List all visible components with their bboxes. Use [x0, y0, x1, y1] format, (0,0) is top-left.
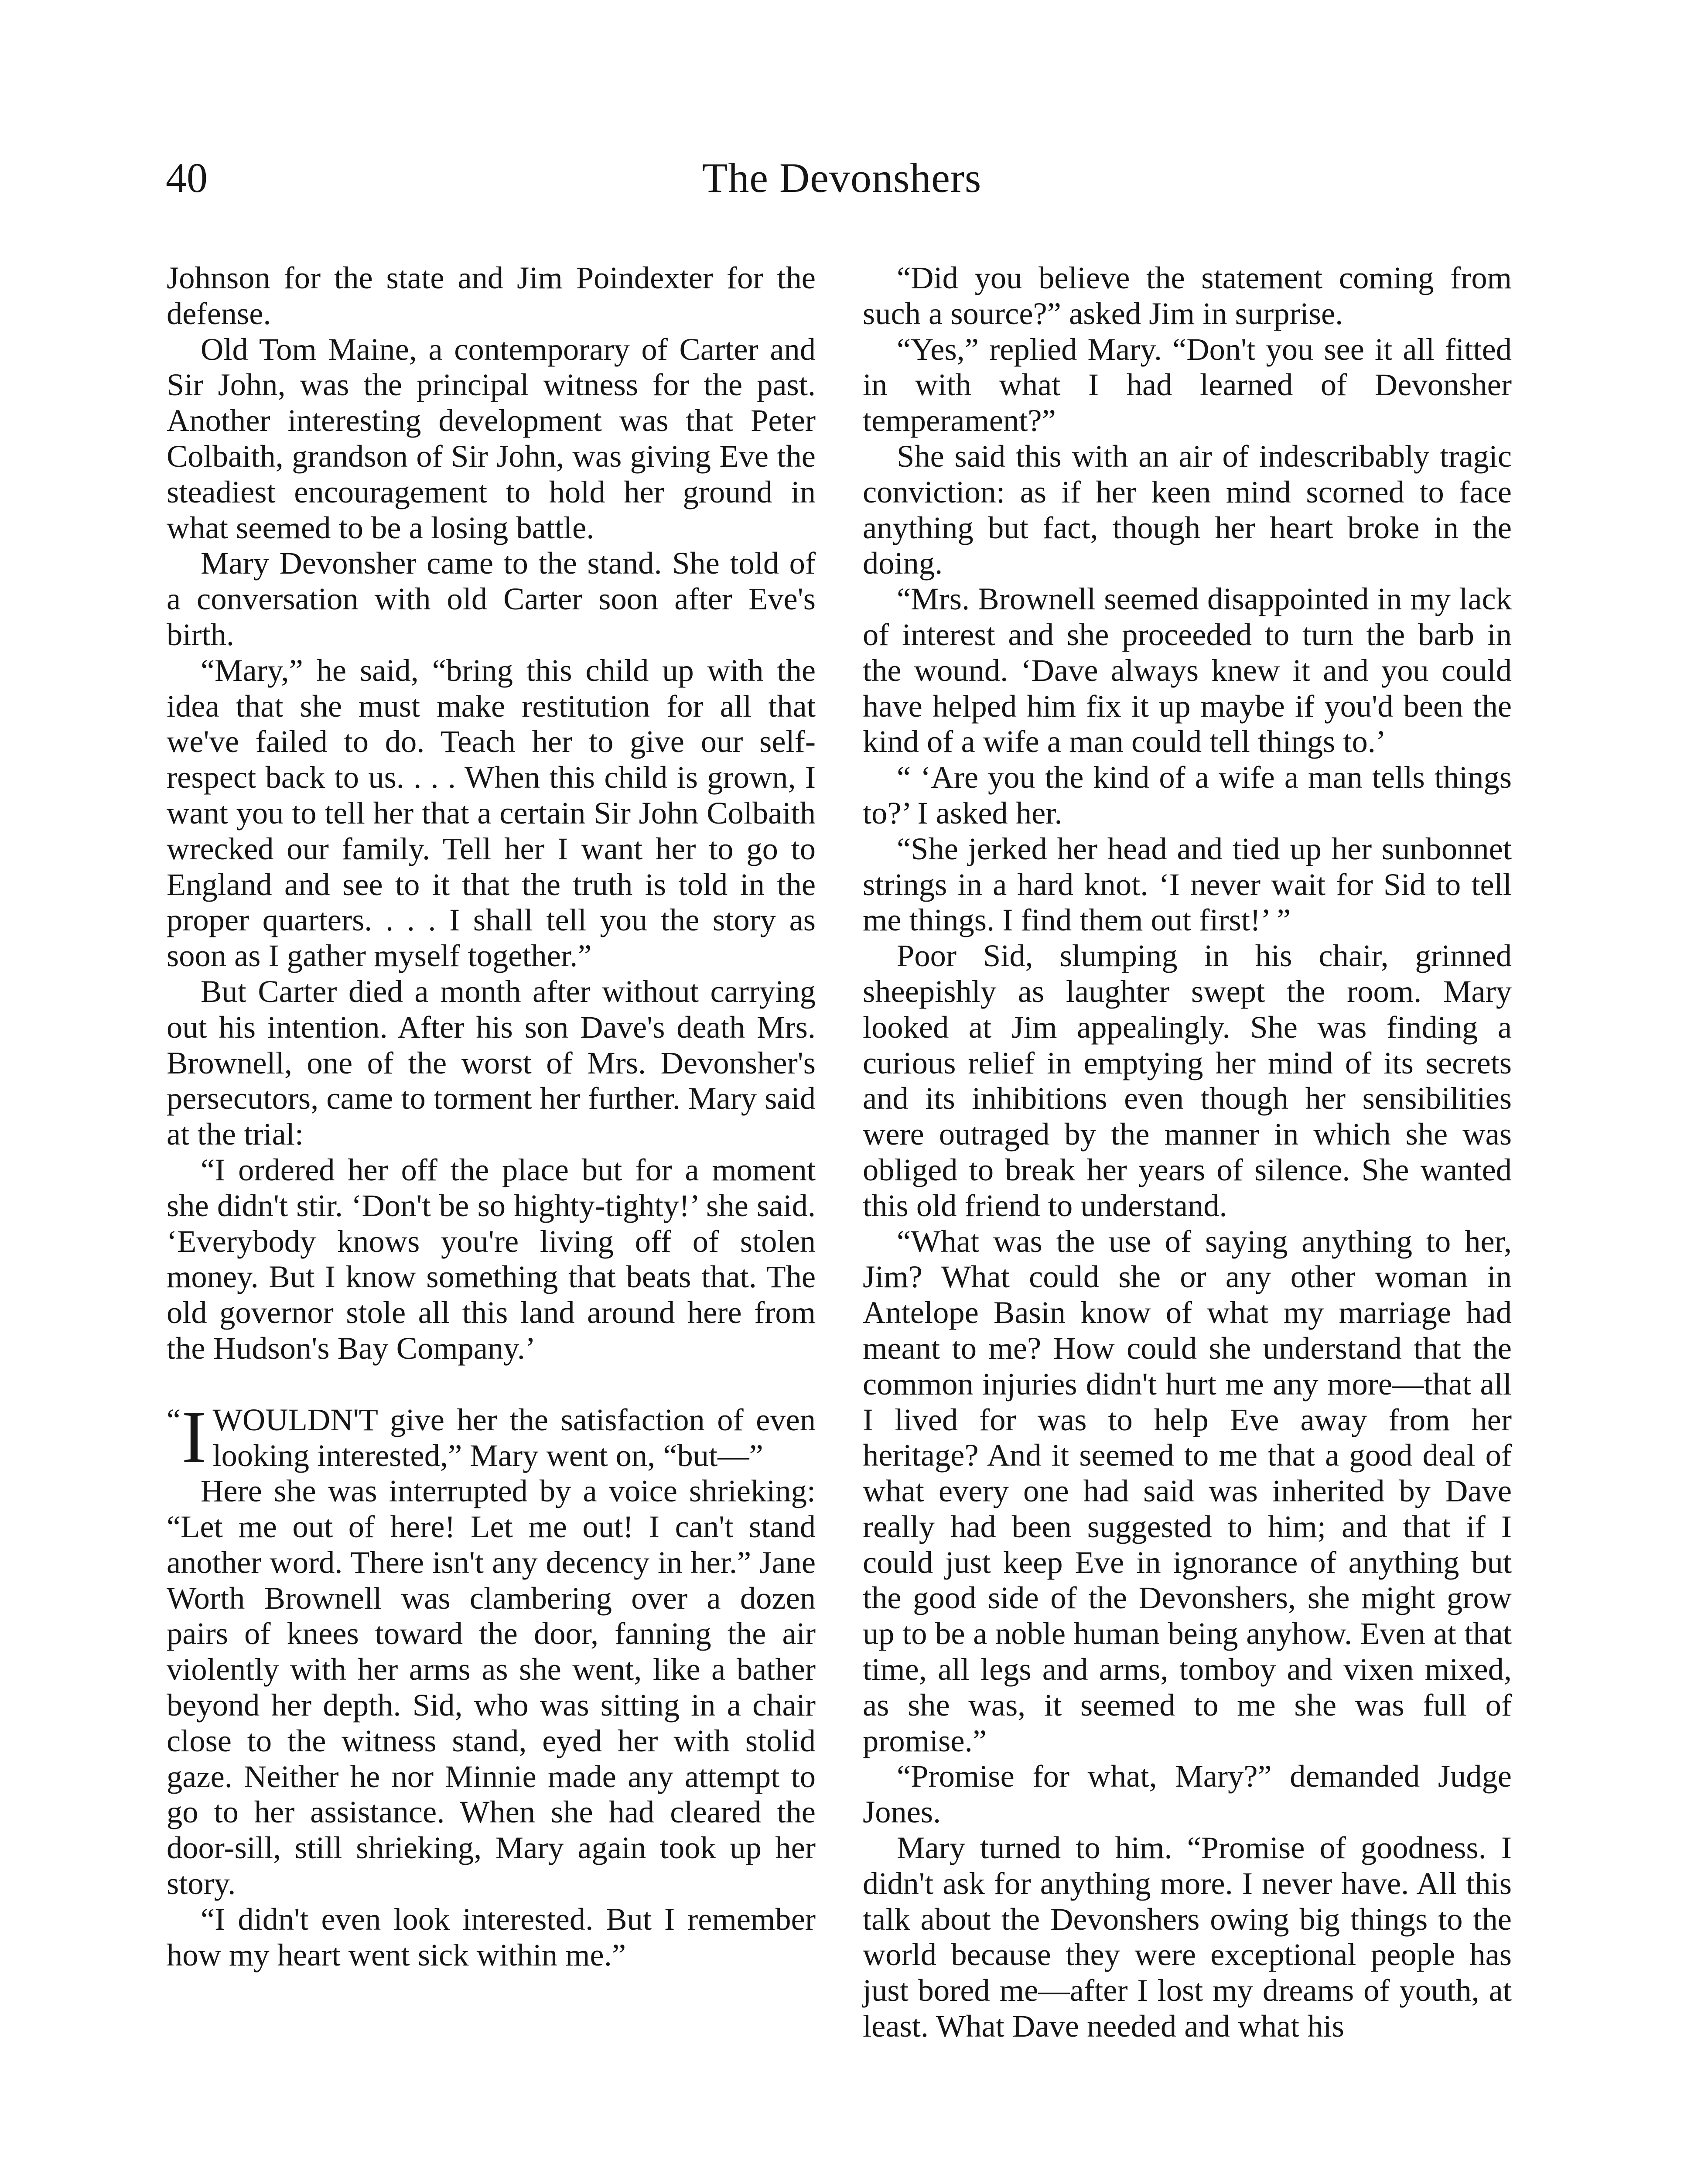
paragraph-text: WOULDN'T give her the satisfaction of even looking interested,” Mary went on, “but—”	[212, 1402, 816, 1473]
paragraph: “I didn't even look interested. But I remember how my heart went sick within me.”	[167, 1901, 816, 1972]
paragraph: “She jerked her head and tied up her sunbonnet strings in a hard knot. ‘I never wait for Sid to tell me things. I find them out first!’ ”	[863, 831, 1512, 938]
paragraph: Old Tom Maine, a contemporary of Carter and Sir John, was the principal witness for the past. Another interesting development was that Peter Colbaith, grandson of Sir John, was giving Eve the steadiest encouragement to hold her ground in what seemed to be a losing battle.	[167, 331, 816, 545]
page-header	[166, 148, 1518, 218]
right-column	[863, 260, 1512, 2044]
paragraph: “Promise for what, Mary?” demanded Judge Jones.	[863, 1758, 1512, 1830]
paragraph: “Mrs. Brownell seemed disappointed in my lack of interest and she proceeded to turn the barb in the wound. ‘Dave always knew it and you could have helped him fix it up maybe if you'd been the kind of a wife a man could tell things to.’	[863, 581, 1512, 759]
paragraph: “ ‘Are you the kind of a wife a man tells things to?’ I asked her.	[863, 759, 1512, 831]
dropcap-letter: I	[181, 1395, 207, 1479]
paragraph: Here she was interrupted by a voice shrieking: “Let me out of here! Let me out! I can't stand another word. There isn't any decency in her.” Jane Worth Brownell was clambering over a dozen pairs of knees toward the door, fanning the air violently with her arms as she went, like a bather beyond her depth. Sid, who was sitting in a chair close to the witness stand, eyed her with stolid gaze. Neither he nor Minnie made any attempt to go to her assistance. When she had cleared the door-sill, still shrieking, Mary again took up her story.	[167, 1473, 816, 1901]
dropcap-open-quote: “	[167, 1402, 181, 1437]
paragraph: “What was the use of saying anything to her, Jim? What could she or any other woman in Antelope Basin know of what my marriage had meant to me? How could she understand that the common injuries didn't hurt me any more—that all I lived for was to help Eve away from her heritage? And it seemed to me that a good deal of what every one had said was inherited by Dave really had been suggested to him; and that if I could just keep Eve in ignorance of anything but the good side of the Devonshers, she might grow up to be a noble human being anyhow. Even at that time, all legs and arms, tomboy and vixen mixed, as she was, it seemed to me she was full of promise.”	[863, 1223, 1512, 1758]
paragraph: “Yes,” replied Mary. “Don't you see it all fitted in with what I had learned of Devonsher temperament?”	[863, 331, 1512, 438]
paragraph: But Carter died a month after without carrying out his intention. After his son Dave's death Mrs. Brownell, one of the worst of Mrs. Devonsher's persecutors, came to torment her further. Mary said at the trial:	[167, 973, 816, 1152]
left-column	[167, 260, 816, 1972]
paragraph: Poor Sid, slumping in his chair, grinned sheepishly as laughter swept the room. Mary looked at Jim appealingly. She was finding a curious relief in emptying her mind of its secrets and its inhibitions even though her sensibilities were outraged by the manner in which she was obliged to break her years of silence. She wanted this old friend to understand.	[863, 938, 1512, 1223]
paragraph: Johnson for the state and Jim Poindexter for the defense.	[167, 260, 816, 331]
paragraph: “I ordered her off the place but for a moment she didn't stir. ‘Don't be so highty-tighty!’ she said. ‘Everybody knows you're living off of stolen money. But I know something that beats that. The old governor stole all this land around here from the Hudson's Bay Company.’	[167, 1152, 816, 1366]
running-title: The Devonshers	[702, 154, 982, 201]
section-opening-paragraph	[167, 1395, 816, 1479]
paragraph: “Did you believe the statement coming from such a source?” asked Jim in surprise.	[863, 260, 1512, 331]
paragraph: Mary Devonsher came to the stand. She told of a conversation with old Carter soon after Eve's birth.	[167, 545, 816, 652]
paragraph: “Mary,” he said, “bring this child up with the idea that she must make restitution for all that we've failed to do. Teach her to give our self-respect back to us. . . . When this child is grown, I want you to tell her that a certain Sir John Colbaith wrecked our family. Tell her I want her to go to England and see to it that the truth is told in the proper quarters. . . . I shall tell you the story as soon as I gather myself together.”	[167, 652, 816, 974]
paragraph: Mary turned to him. “Promise of goodness. I didn't ask for anything more. I never have. All this talk about the Devonshers owing big things to the world because they were exceptional people has just bored me—after I lost my dreams of youth, at least. What Dave needed and what his	[863, 1830, 1512, 2044]
paragraph: She said this with an air of indescribably tragic conviction: as if her keen mind scorned to face anything but fact, though her heart broke in the doing.	[863, 438, 1512, 581]
page-number: 40	[166, 154, 208, 201]
